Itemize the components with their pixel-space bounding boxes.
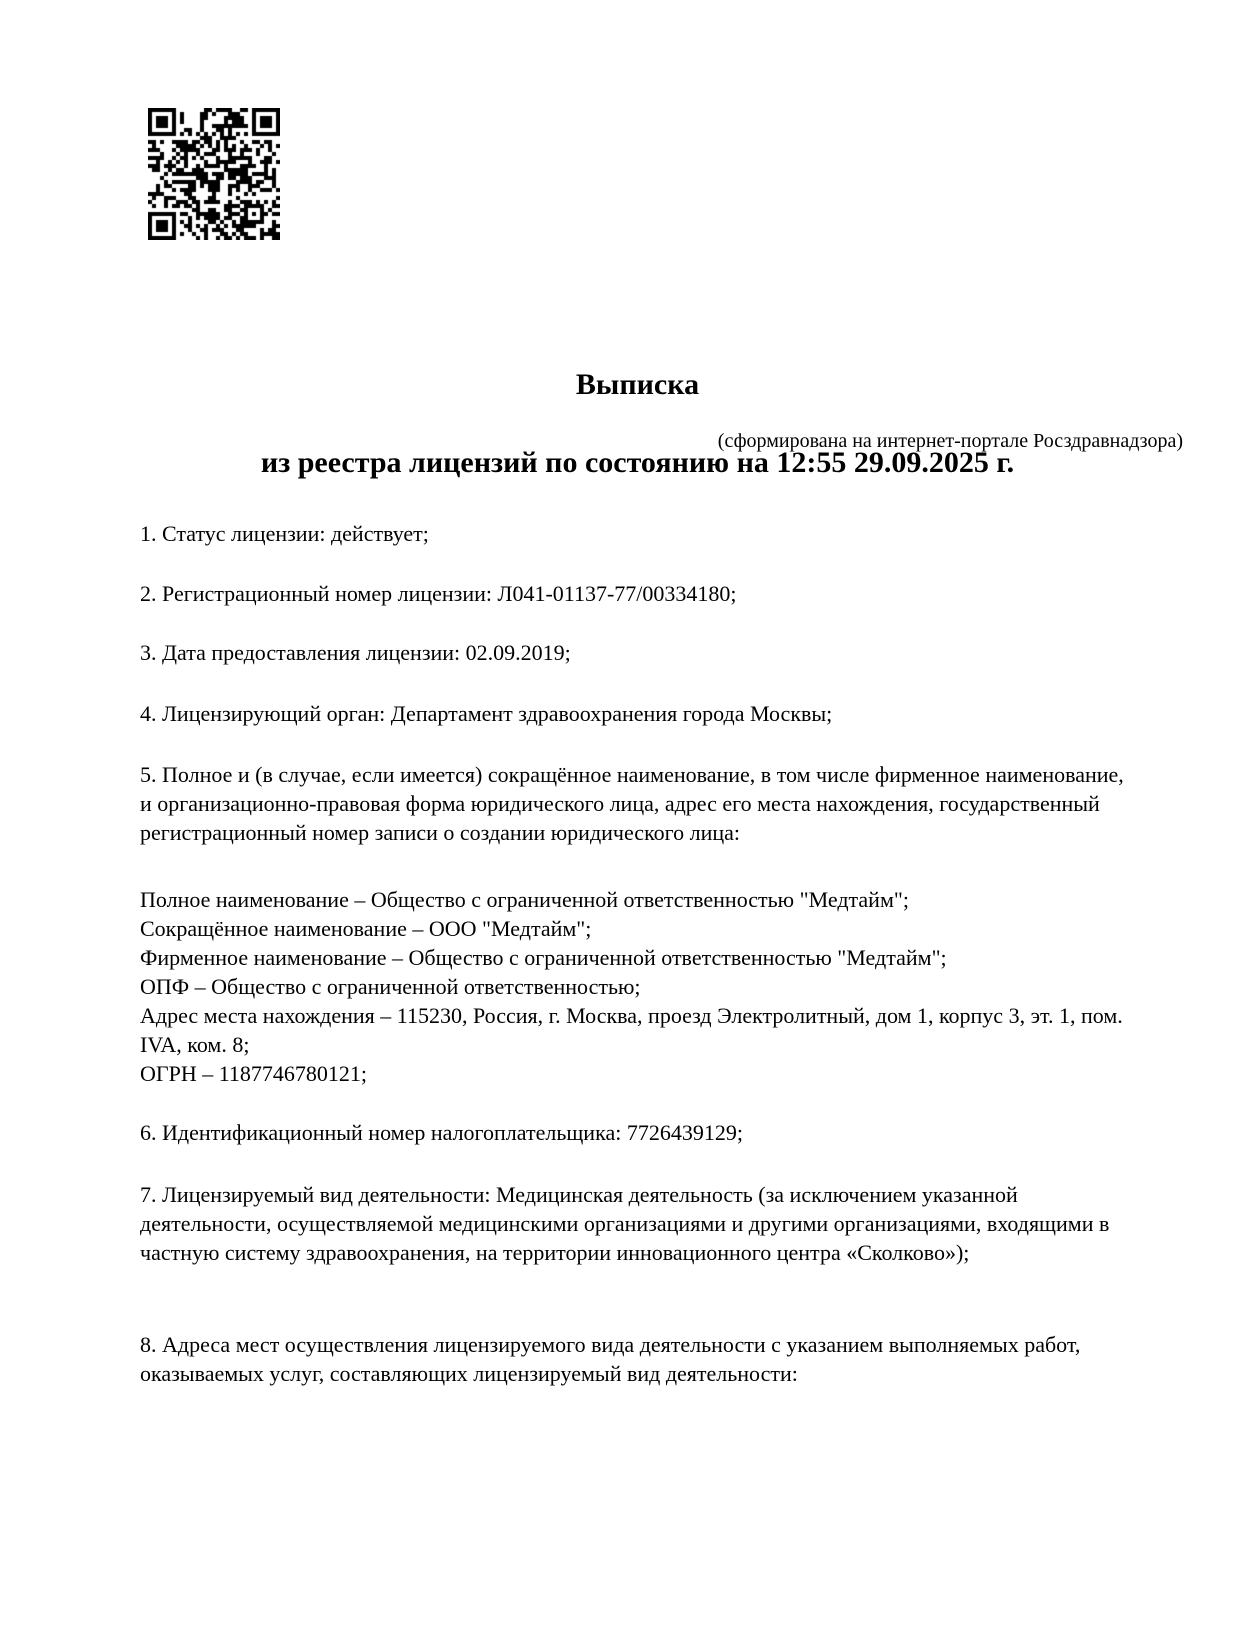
detail-ogrn: ОГРН – 1187746780121; [140,1061,368,1086]
item-addresses-heading: 8. Адреса мест осуществления лицензируемого вида деятельности с указанием выполняемых работ, оказываемых услуг, составляющих лицензируемый вид деятельности: [140,1332,1081,1386]
document-subtitle: (сформирована на интернет-портале Росздравнадзора) [717,430,1183,452]
item-licensing-authority: 4. Лицензирующий орган: Департамент здравоохранения города Москвы; [140,701,833,726]
item-registration-number: 2. Регистрационный номер лицензии: Л041-01137-77/00334180; [140,581,737,606]
item-grant-date: 3. Дата предоставления лицензии: 02.09.2019; [140,640,571,665]
detail-legal-form: ОПФ – Общество с ограниченной ответственностью; [140,974,641,999]
document-title [140,326,1135,521]
item-activity-type: 7. Лицензируемый вид деятельности: Медицинская деятельность (за исключением указанной деятельности, осуществляемой медицинскими организациями и другими организациями, входящими в частную систему здравоохранения, на территории инновационного центра «Сколково»); [140,1182,1110,1265]
qr-code [148,108,280,240]
detail-brand-name: Фирменное наименование – Общество с ограниченной ответственностью "Медтайм"; [140,945,947,970]
item-taxpayer-number: 6. Идентификационный номер налогоплательщика: 7726439129; [140,1120,743,1145]
document-title-line1: Выписка [575,368,700,401]
detail-address: Адрес места нахождения – 115230, Россия, г. Москва, проезд Электролитный, дом 1, корпус 3, эт. 1, пом. IVA, ком. 8; [140,1003,1123,1057]
item-company-info-heading: 5. Полное и (в случае, если имеется) сокращённое наименование, в том числе фирменное наименование, и организационно-правовая форма юридического лица, адрес его места нахождения, государственный регистрационный номер записи о создании юридического лица: [140,762,1124,845]
company-details-block [140,885,1135,1088]
detail-short-name: Сокращённое наименование – ООО "Медтайм"; [140,916,592,941]
item-license-status: 1. Статус лицензии: действует; [140,521,429,546]
document-title-line2: из реестра лицензий по состоянию на 12:55 29.09.2025 г. [260,446,1015,479]
detail-full-name: Полное наименование – Общество с ограниченной ответственностью "Медтайм"; [140,887,909,912]
